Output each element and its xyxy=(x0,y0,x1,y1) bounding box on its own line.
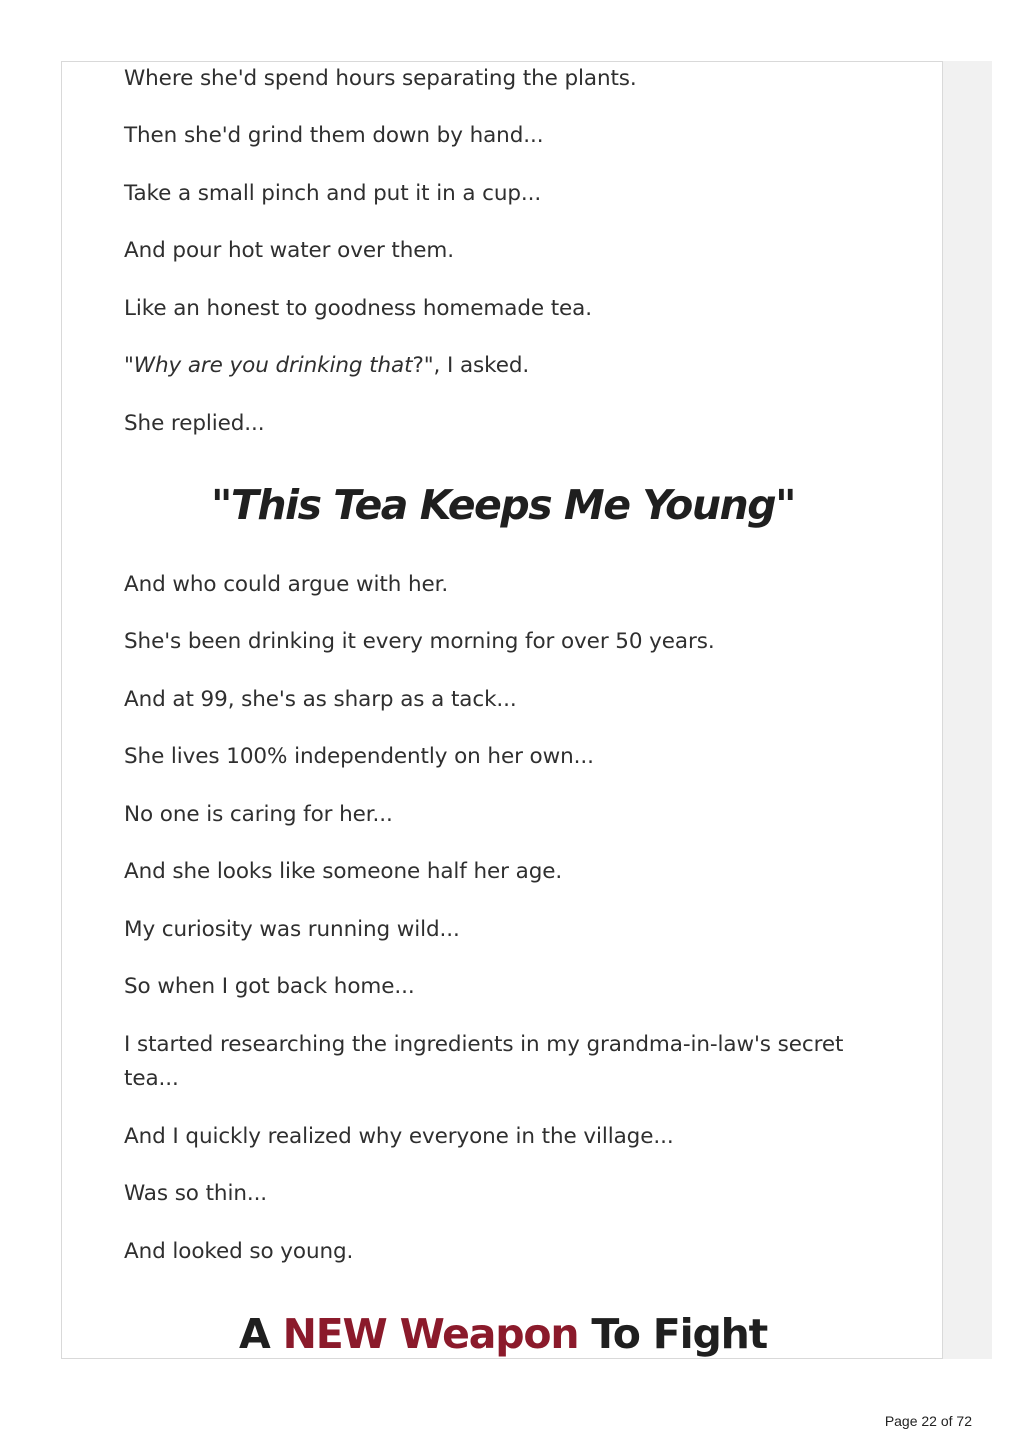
document-page xyxy=(61,61,943,1359)
paragraph: And I quickly realized why everyone in the village... xyxy=(124,1124,674,1149)
question-italic: Why are you drinking that xyxy=(133,353,413,378)
paragraph: And who could argue with her. xyxy=(124,572,449,597)
quote-heading-italic: This Tea Keeps Me Young xyxy=(230,481,776,529)
paragraph: My curiosity was running wild... xyxy=(124,917,460,942)
weapon-heading-accent: NEW Weapon xyxy=(282,1310,579,1358)
paragraph: And she looks like someone half her age. xyxy=(124,859,563,884)
paragraph: And looked so young. xyxy=(124,1239,354,1264)
weapon-heading-part1: A xyxy=(238,1310,283,1358)
paragraph: Then she'd grind them down by hand... xyxy=(124,123,544,148)
paragraph: She's been drinking it every morning for over 50 years. xyxy=(124,629,715,654)
weapon-heading-part2: To Fight xyxy=(578,1310,767,1358)
paragraph: Take a small pinch and put it in a cup... xyxy=(124,181,542,206)
paragraph: And at 99, she's as sharp as a tack... xyxy=(124,687,517,712)
paragraph: Where she'd spend hours separating the plants. xyxy=(124,66,637,91)
paragraph: Was so thin... xyxy=(124,1181,268,1206)
weapon-heading xyxy=(62,1306,943,1359)
side-panel xyxy=(943,61,992,1359)
quote-heading xyxy=(62,477,943,533)
page-number: Page 22 of 72 xyxy=(884,1413,972,1429)
quote-heading-open: " xyxy=(211,481,231,529)
paragraph: She lives 100% independently on her own... xyxy=(124,744,594,769)
paragraph: So when I got back home... xyxy=(124,974,415,999)
question-close: ?", I asked. xyxy=(412,353,530,378)
quote-heading-close: " xyxy=(775,481,795,529)
paragraph: She replied... xyxy=(124,411,265,436)
paragraph: I started researching the ingredients in my grandma-in-law's secret tea... xyxy=(124,1032,844,1091)
paragraph: Like an honest to goodness homemade tea. xyxy=(124,296,592,321)
question-paragraph xyxy=(124,349,529,383)
paragraph: And pour hot water over them. xyxy=(124,238,454,263)
question-open-quote: " xyxy=(124,353,134,378)
paragraph: No one is caring for her... xyxy=(124,802,393,827)
